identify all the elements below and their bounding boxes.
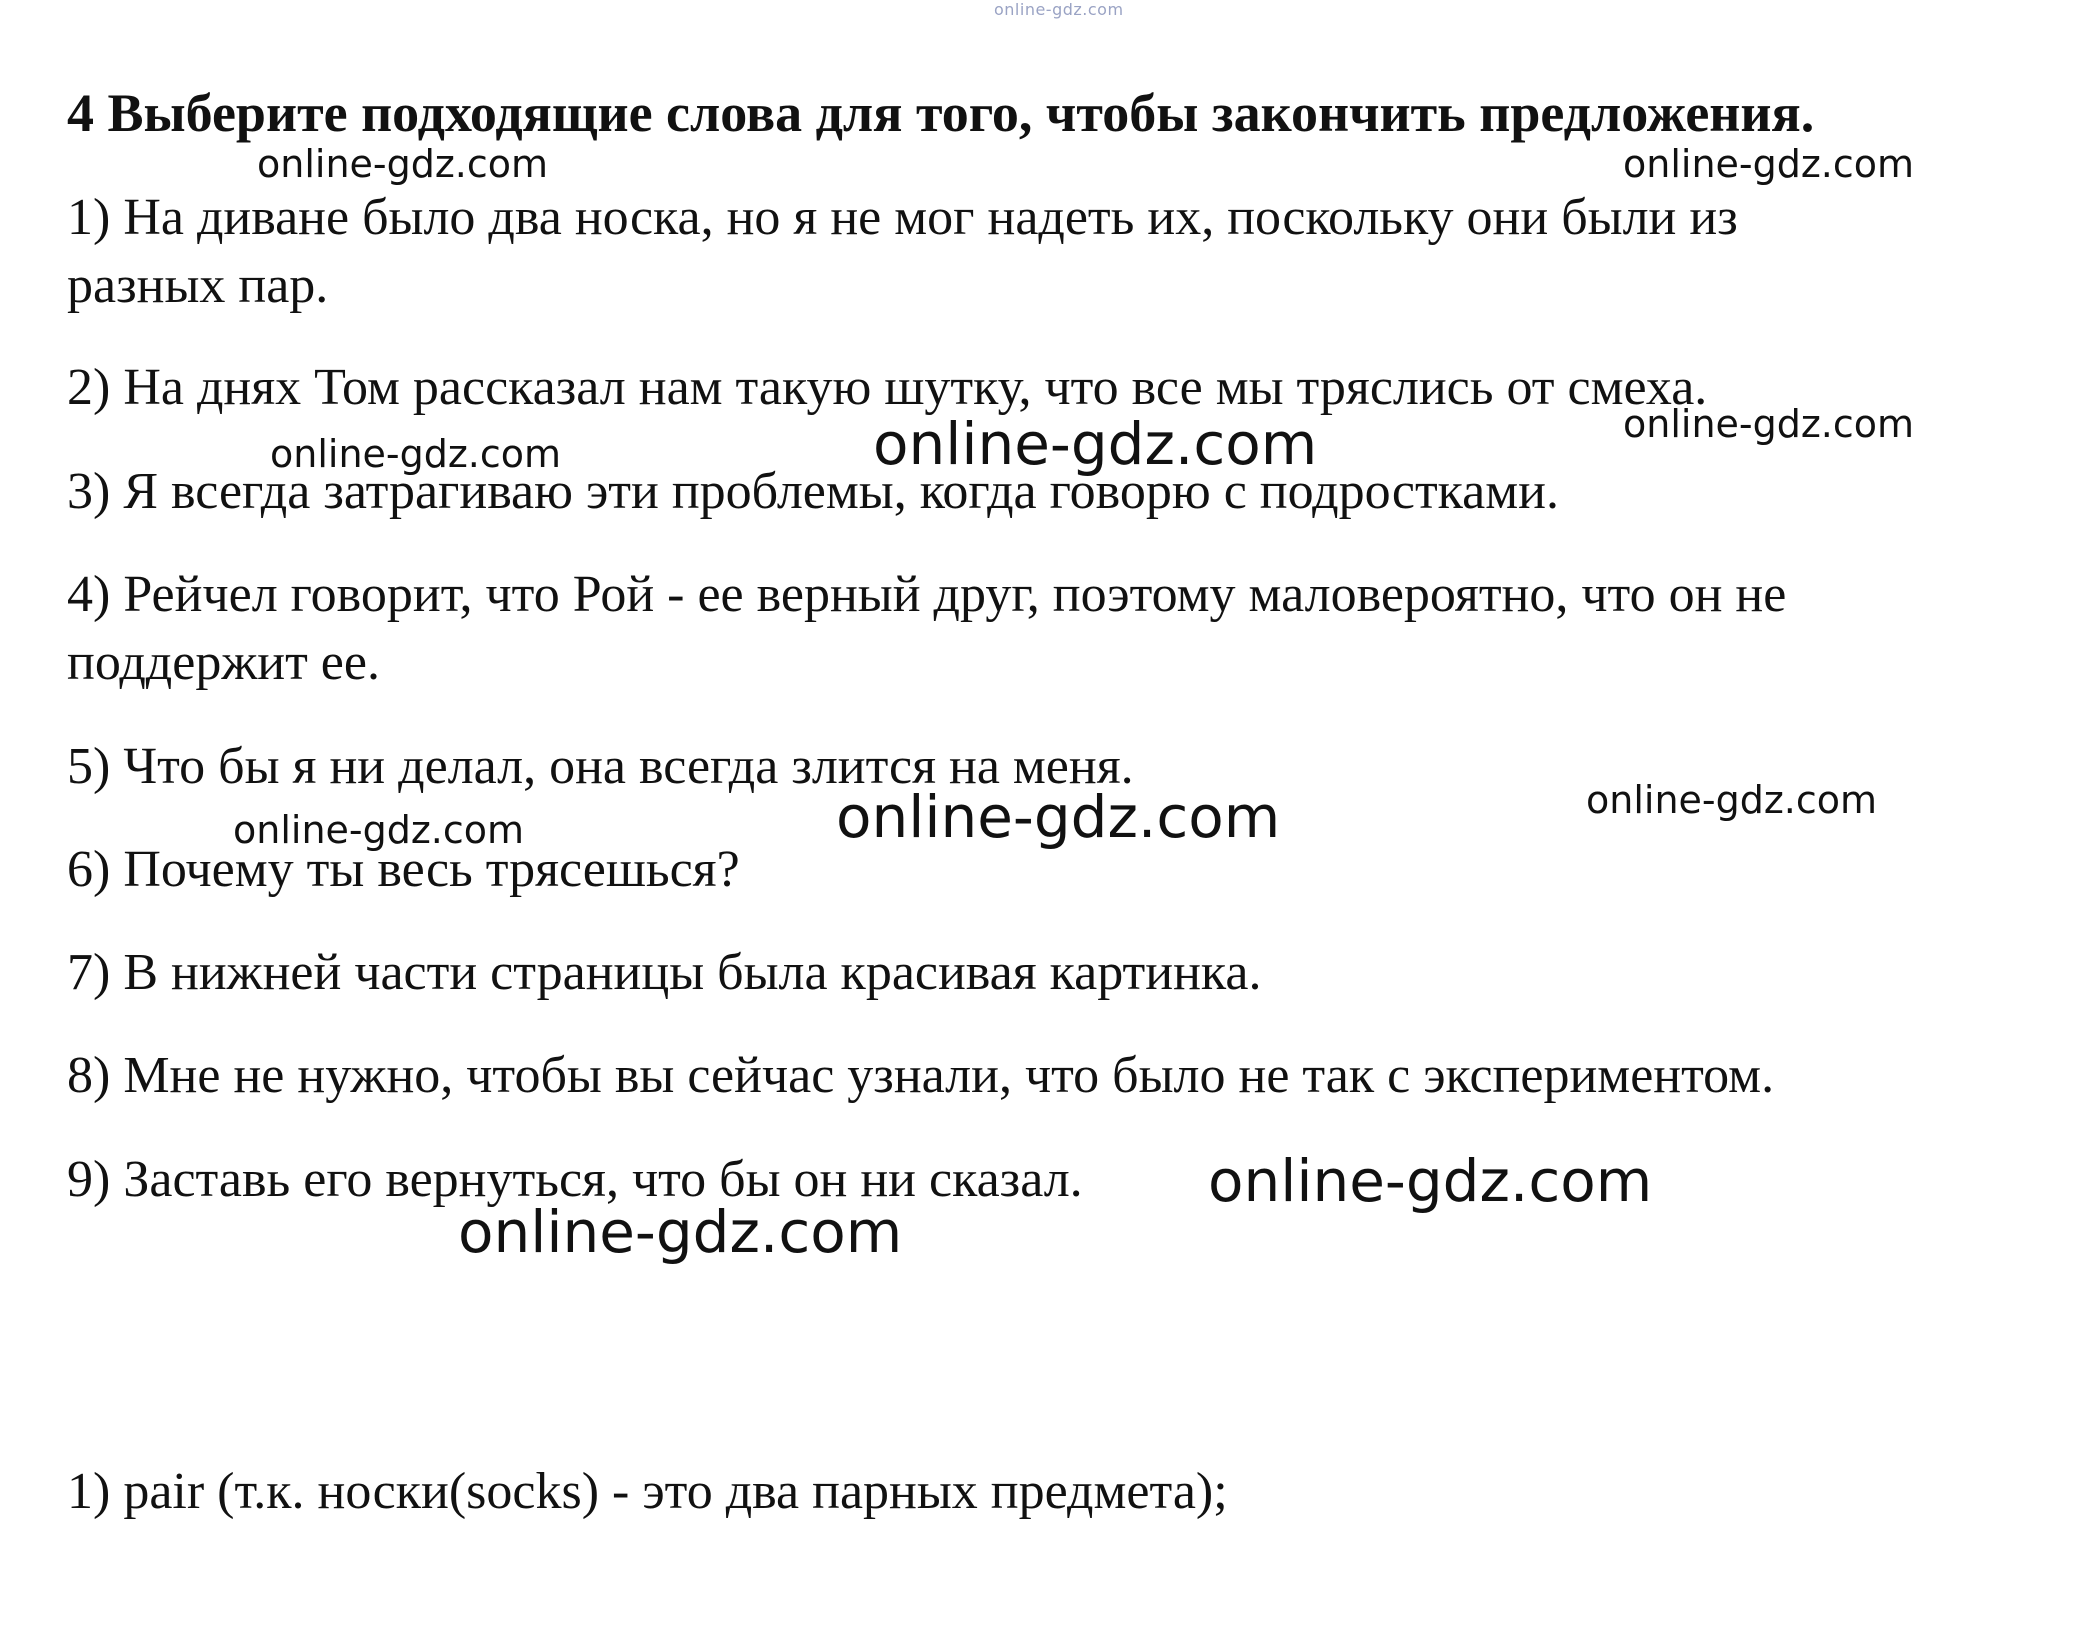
sentence-3: 3) Я всегда затрагиваю эти проблемы, когда говорю с подростками.	[67, 463, 1559, 520]
sentence-5: 5) Что бы я ни делал, она всегда злится на меня.	[67, 738, 1134, 795]
watermark: online-gdz.com	[1623, 402, 1915, 446]
watermark: online-gdz.com	[1623, 142, 1915, 186]
watermark: online-gdz.com	[836, 783, 1281, 851]
header-watermark: online-gdz.com	[994, 0, 1124, 19]
sentence-9: 9) Заставь его вернуться, что бы он ни сказал.	[67, 1151, 1083, 1208]
sentence-6: 6) Почему ты весь трясешься?	[67, 841, 740, 898]
watermark: online-gdz.com	[873, 410, 1318, 478]
sentence-4-line-1: 4) Рейчел говорит, что Рой - ее верный друг, поэтому маловероятно, что он не	[67, 566, 1787, 623]
watermark: online-gdz.com	[458, 1198, 903, 1266]
exercise-heading: 4 Выберите подходящие слова для того, чтобы закончить предложения.	[67, 83, 1815, 143]
watermark: online-gdz.com	[1586, 778, 1878, 822]
sentence-7: 7) В нижней части страницы была красивая картинка.	[67, 944, 1262, 1001]
answer-1: 1) pair (т.к. носки(socks) - это два парных предмета);	[67, 1463, 1228, 1520]
watermark: online-gdz.com	[270, 432, 562, 476]
sentence-1-line-2: разных пар.	[67, 257, 329, 314]
watermark: online-gdz.com	[1208, 1147, 1653, 1215]
sentence-2: 2) На днях Том рассказал нам такую шутку, что все мы тряслись от смеха.	[67, 359, 1708, 416]
watermark: online-gdz.com	[233, 808, 525, 852]
sentence-8: 8) Мне не нужно, чтобы вы сейчас узнали, что было не так с экспериментом.	[67, 1047, 1775, 1104]
watermark: online-gdz.com	[257, 142, 549, 186]
sentence-4-line-2: поддержит ее.	[67, 634, 380, 691]
sentence-1-line-1: 1) На диване было два носка, но я не мог надеть их, поскольку они были из	[67, 189, 1738, 246]
